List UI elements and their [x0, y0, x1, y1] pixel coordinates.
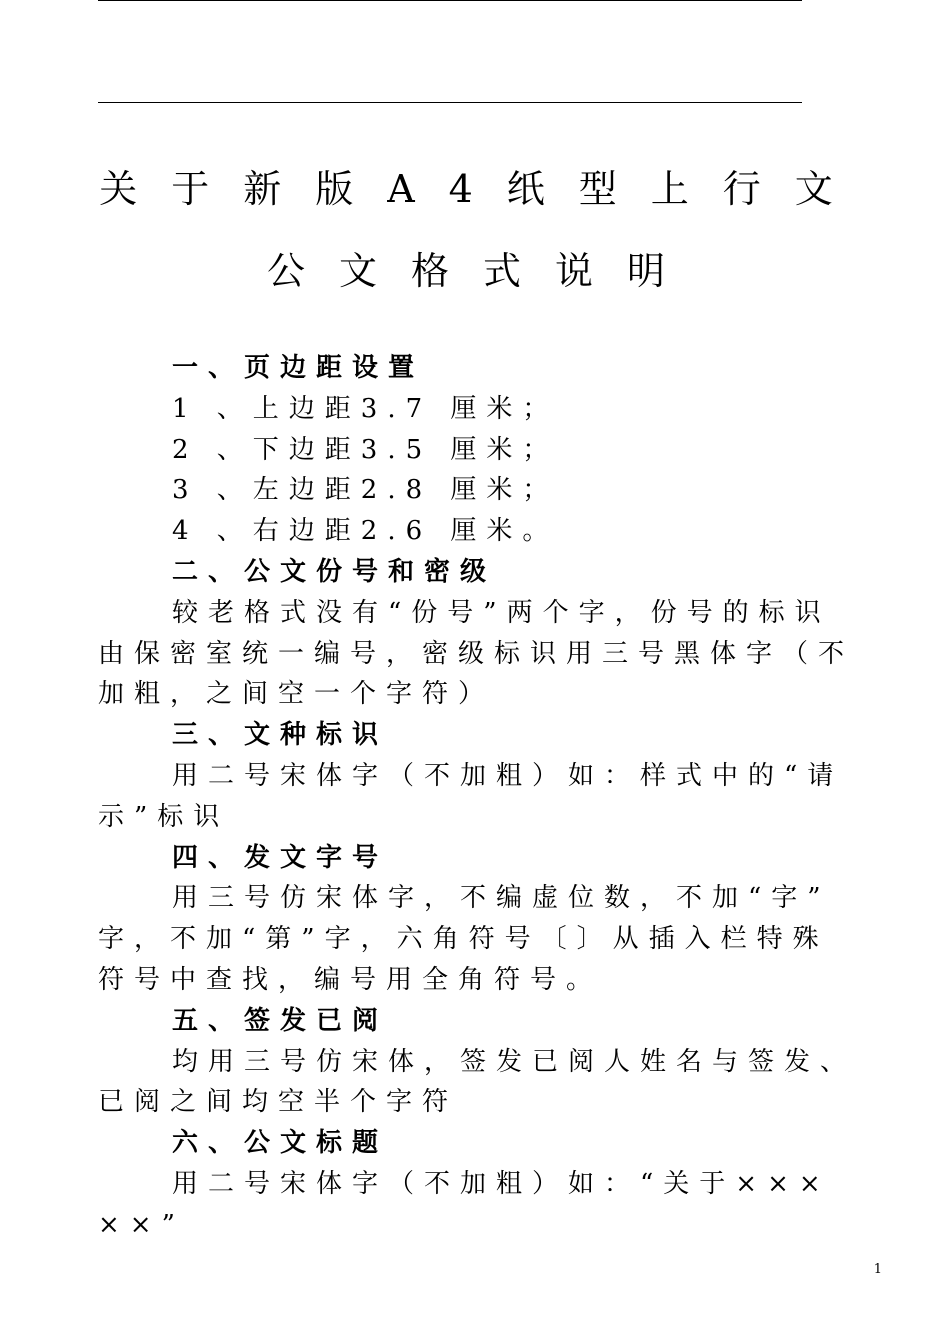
paragraph-line: 已阅之间均空半个字符 — [98, 1087, 459, 1118]
section-heading: 一、页边距设置 — [172, 353, 425, 383]
paragraph-line: 示”标识 — [98, 801, 230, 832]
paragraph-line: 均用三号仿宋体，签发已阅人姓名与签发、 — [172, 1046, 857, 1077]
paragraph-line: 由保密室统一编号，密级标识用三号黑体字（不 — [98, 638, 855, 669]
paragraph-line: 3 、左边距2.8 厘米； — [172, 475, 559, 506]
paragraph-line: 字，不加“第”字，六角符号〔〕从插入栏特殊 — [98, 924, 829, 955]
paragraph-line: 用二号宋体字（不加粗）如：样式中的“请 — [172, 760, 844, 791]
section-heading: 二、公文份号和密级 — [172, 556, 497, 587]
paragraph-line: 2 、下边距3.5 厘米； — [172, 434, 559, 465]
page-number: 1 — [873, 1262, 882, 1277]
paragraph-line: 用三号仿宋体字，不编虚位数，不加“字” — [172, 883, 831, 914]
section-heading: 五、签发已阅 — [172, 1005, 389, 1036]
section-heading: 六、公文标题 — [172, 1128, 389, 1159]
document-title-line-2: 公文格式说明 — [266, 249, 699, 293]
paragraph-line: 加粗，之间空一个字符） — [98, 679, 495, 710]
paragraph-line: 较老格式没有“份号”两个字，份号的标识 — [172, 597, 831, 628]
top-rule — [98, 0, 802, 1]
paragraph-line: 4 、右边距2.6 厘米。 — [172, 516, 559, 547]
paragraph-line: 符号中查找，编号用全角符号。 — [98, 964, 603, 995]
document-title-line-1: 关于新版A4纸型上行文 — [99, 167, 867, 211]
section-heading: 四、发文字号 — [172, 842, 389, 873]
section-heading: 三、文种标识 — [172, 720, 389, 751]
paragraph-line: 用二号宋体字（不加粗）如：“关于××× — [172, 1168, 831, 1199]
paragraph-line: ××” — [98, 1209, 185, 1240]
paragraph-line: 1 、上边距3.7 厘米； — [172, 393, 559, 424]
header-rule — [98, 102, 802, 103]
document-body — [98, 348, 868, 1246]
